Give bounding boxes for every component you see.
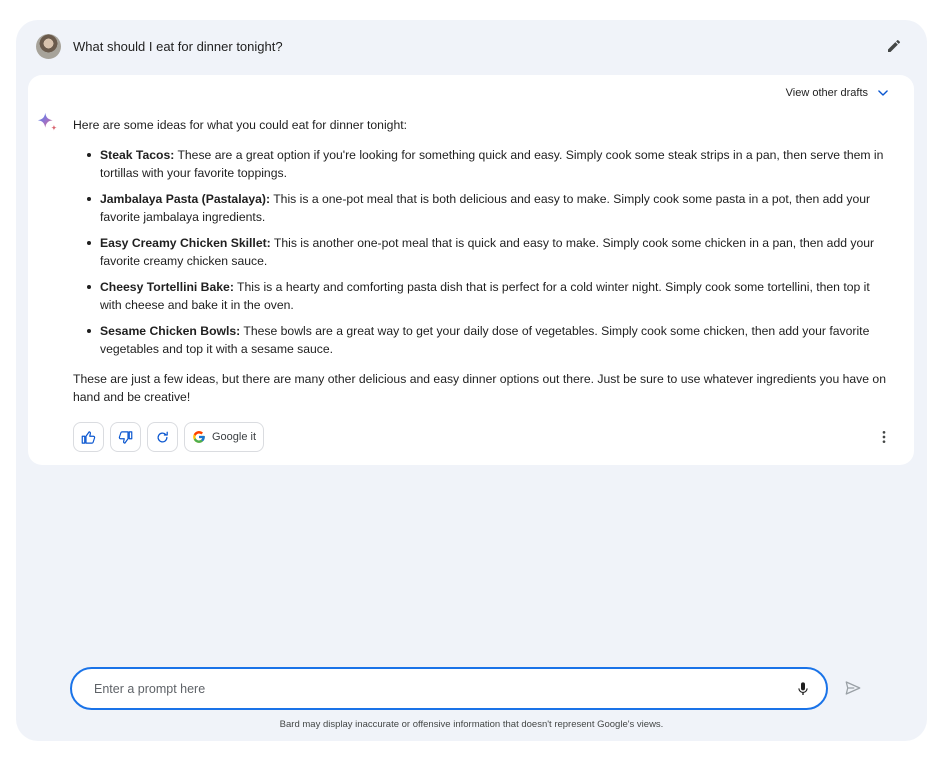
regenerate-button[interactable] <box>147 422 178 452</box>
list-item-title: Easy Creamy Chicken Skillet: <box>100 236 271 250</box>
list-item-text: This is a one-pot meal that is both delicious and easy to make. Simply cook some pasta in a pot, then add your favorite jambalaya ingredients. <box>100 192 871 224</box>
pencil-icon <box>886 38 902 54</box>
view-other-drafts-button[interactable] <box>786 83 890 103</box>
view-other-drafts-label: View other drafts <box>785 87 868 99</box>
google-g-icon <box>192 430 206 444</box>
google-it-button[interactable] <box>184 422 264 452</box>
list-item-title: Steak Tacos: <box>100 148 175 162</box>
more-vert-icon <box>876 429 892 445</box>
bard-sparkle-icon <box>37 112 59 134</box>
list-item-text: This is a hearty and comforting pasta dish that is perfect for a cold winter night. Simply cook some tortellini, then top it with cheese and bake it in the oven. <box>100 280 870 312</box>
send-button[interactable] <box>841 676 865 700</box>
chat-window <box>16 20 927 741</box>
list-item-text: These are a great option if you're looking for something quick and easy. Simply cook some steak strips in a pan, then serve them in tortillas with your favorite toppings. <box>100 148 884 180</box>
send-icon <box>844 679 862 697</box>
edit-query-button[interactable] <box>881 33 907 59</box>
thumbs-up-icon <box>81 430 96 445</box>
list-item-text: These bowls are a great way to get your daily dose of vegetables. Simply cook some chicken, then add your favorite vegetables and top it with a sesame sauce. <box>100 324 870 356</box>
list-item-title: Cheesy Tortellini Bake: <box>100 280 234 294</box>
disclaimer-text: Bard may display inaccurate or offensive information that doesn't represent Google's views. <box>279 719 664 730</box>
chevron-down-icon <box>876 86 890 100</box>
prompt-input[interactable] <box>94 682 792 696</box>
response-intro: Here are some ideas for what you could eat for dinner tonight: <box>73 118 407 132</box>
refresh-icon <box>155 430 170 445</box>
dinner-ideas-list <box>93 146 888 358</box>
list-item-text: This is another one-pot meal that is quick and easy to make. Simply cook some chicken in a pan, then add your favorite creamy chicken sauce. <box>100 236 875 268</box>
user-query-text: What should I eat for dinner tonight? <box>73 38 283 54</box>
list-item <box>93 234 888 270</box>
prompt-bar <box>70 667 828 710</box>
list-item-title: Jambalaya Pasta (Pastalaya): <box>100 192 271 206</box>
microphone-icon <box>795 681 811 697</box>
response-card <box>28 75 914 465</box>
list-item <box>93 278 888 314</box>
google-it-label: Google it <box>212 431 257 443</box>
thumbs-up-button[interactable] <box>73 422 104 452</box>
more-options-button[interactable] <box>874 426 894 448</box>
response-content <box>73 116 888 406</box>
list-item <box>93 190 888 226</box>
microphone-button[interactable] <box>792 678 814 700</box>
thumbs-down-button[interactable] <box>110 422 141 452</box>
user-avatar <box>36 34 61 59</box>
user-query-row <box>36 33 907 59</box>
list-item <box>93 322 888 358</box>
list-item <box>93 146 888 182</box>
thumbs-down-icon <box>118 430 133 445</box>
response-outro: These are just a few ideas, but there are many other delicious and easy dinner options out there. Just be sure to use whatever ingredients you have on hand and be creative! <box>73 372 886 404</box>
response-actions <box>73 422 264 452</box>
list-item-title: Sesame Chicken Bowls: <box>100 324 241 338</box>
